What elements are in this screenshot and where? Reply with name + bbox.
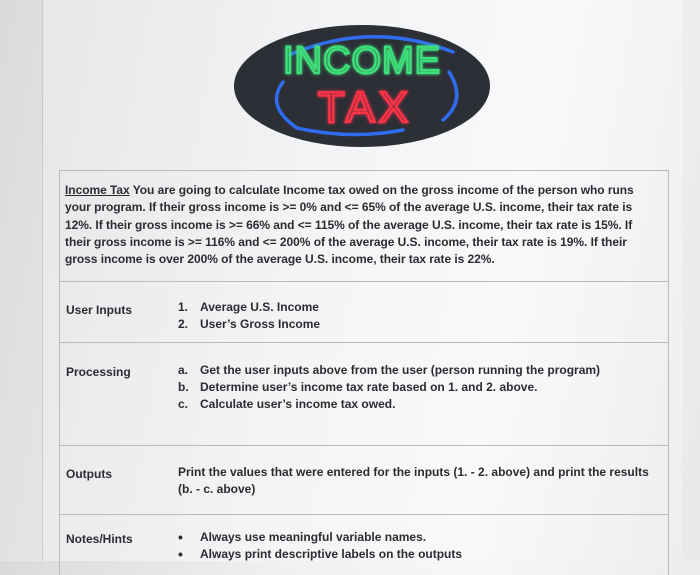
row-label-notes: Notes/Hints [66, 532, 133, 546]
list-item-text: User’s Gross Income [200, 317, 321, 331]
description-line-5: gross income is over 200% of the average U.S. income, their tax rate is 22%. [65, 252, 495, 267]
row-label-processing: Processing [66, 365, 131, 379]
document-page [42, 0, 683, 561]
list-item [178, 362, 600, 379]
list-marker: b. [178, 380, 189, 394]
bullet-marker: • [178, 546, 183, 562]
list-item [178, 299, 320, 316]
income-tax-logo [231, 22, 493, 150]
list-marker: a. [178, 363, 189, 377]
row-processing [59, 343, 669, 446]
logo-income-text: INCOME [283, 40, 441, 82]
user-inputs-list [178, 299, 320, 333]
description-text [65, 182, 655, 268]
description-line-1: You are going to calculate Income tax owed on the gross income of the person who runs [129, 183, 634, 197]
requirements-table [59, 170, 669, 575]
row-notes [59, 515, 669, 575]
description-line-3: 12%. If their gross income is >= 66% and <= 115% of the average U.S. income, their tax rate is 15%. If [65, 217, 633, 232]
bullet-marker: • [178, 529, 183, 545]
list-item [178, 379, 600, 396]
list-item-text: Calculate user’s income tax owed. [200, 397, 396, 411]
list-marker: 2. [178, 317, 189, 331]
processing-list [178, 362, 600, 413]
list-item-text: Get the user inputs above from the user (person running the program) [200, 363, 601, 377]
row-user-inputs [59, 282, 669, 343]
list-item [178, 316, 320, 333]
list-item [178, 546, 462, 563]
list-item [178, 396, 600, 413]
notes-list [178, 529, 462, 563]
list-item-text: Determine user’s income tax rate based on 1. and 2. above. [200, 380, 538, 394]
list-item-text: Always print descriptive labels on the outputs [200, 547, 463, 561]
description-label: Income Tax [65, 183, 130, 197]
list-marker: c. [178, 397, 189, 411]
description-cell [59, 171, 669, 282]
description-line-2: your program. If their gross income is >= 0% and <= 65% of the average U.S. income, their tax rate is [65, 200, 633, 215]
row-label-user-inputs: User Inputs [66, 303, 133, 317]
list-marker: 1. [178, 300, 189, 314]
header-area [43, 0, 683, 165]
outputs-text: Print the values that were entered for the inputs (1. - 2. above) and print the results (b. - c. above) [178, 465, 649, 496]
logo-tax-text: TAX [317, 83, 413, 132]
list-item-text: Always use meaningful variable names. [200, 530, 427, 544]
description-line-4: their gross income is >= 116% and <= 200% of the average U.S. income, their tax rate is 19%. If their [65, 234, 627, 249]
list-item-text: Average U.S. Income [200, 300, 319, 314]
list-item [178, 529, 462, 546]
row-label-outputs: Outputs [66, 467, 112, 481]
row-outputs [59, 446, 669, 515]
